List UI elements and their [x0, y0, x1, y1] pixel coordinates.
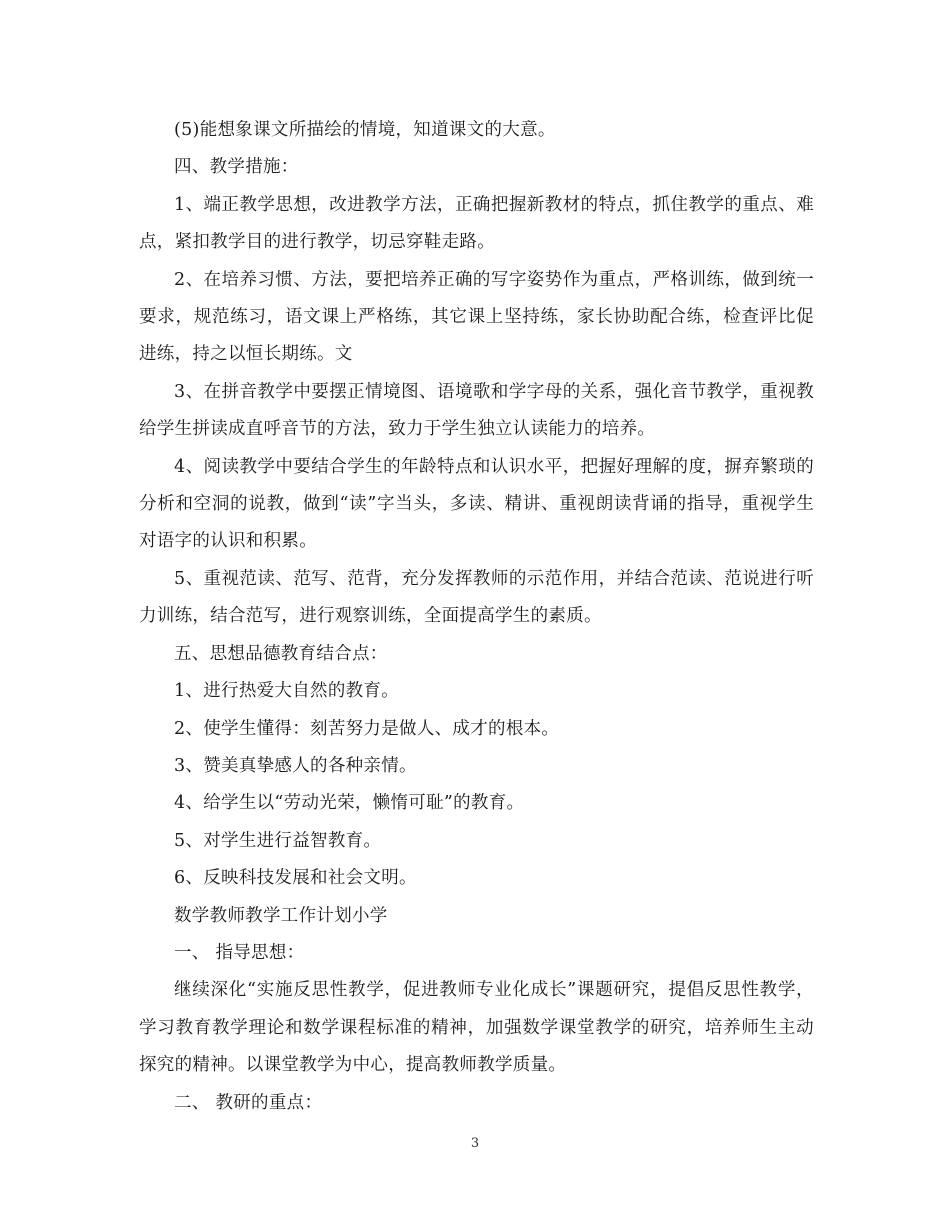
heading-guiding-ideology: 一、 指导思想：	[174, 942, 305, 963]
paragraph-guiding-ideology: 继续深化“实施反思性教学，促进教师专业化成长”课题研究，提倡反思性教学，学习教育教学理论和数学课程标准的精神，加强数学课堂教学的研究，培养师生主动探究的精神。以课堂教学为中心，提高教师教学质量。	[139, 980, 814, 1076]
paragraph-measure-4: 4、阅读教学中要结合学生的年龄特点和认识水平，把握好理解的度，摒弃繁琐的分析和空洞的说教，做到“读”字当头，多读、精讲、重视朗读背诵的指导，重视学生对语字的认识和积累。	[139, 456, 814, 552]
paragraph-moral-6: 6、反映科技发展和社会文明。	[174, 868, 417, 889]
heading-teaching-measures: 四、教学措施：	[174, 157, 299, 178]
paragraph-objective-5: (5)能想象课文所描绘的情境，知道课文的大意。	[174, 120, 556, 140]
document-body	[139, 112, 814, 1122]
paragraph-measure-2: 2、在培养习惯、方法，要把培养正确的写字姿势作为重点，严格训练，做到统一要求，规范练习，语文课上严格练，其它课上坚持练，家长协助配合练，检查评比促进练，持之以恒长期练。文	[139, 269, 814, 365]
paragraph-measure-1: 1、端正教学思想，改进教学方法，正确把握新教材的特点，抓住教学的重点、难点，紧扣教学目的进行教学，切忌穿鞋走路。	[139, 194, 814, 253]
paragraph-moral-1: 1、进行热爱大自然的教育。	[174, 681, 400, 702]
page-number: 3	[470, 1136, 480, 1151]
paragraph-moral-2: 2、使学生懂得：刻苦努力是做人、成才的根本。	[174, 718, 560, 739]
paragraph-moral-3: 3、赞美真挚感人的各种亲情。	[174, 755, 417, 776]
section-title-math-plan: 数学教师教学工作计划小学	[174, 905, 388, 926]
heading-moral-education: 五、思想品德教育结合点：	[174, 643, 388, 664]
paragraph-moral-4: 4、给学生以“劳动光荣，懒惰可耻”的教育。	[174, 793, 525, 814]
paragraph-measure-3: 3、在拼音教学中要摆正情境图、语境歌和学字母的关系，强化音节教学，重视教给学生拼读成直呼音节的方法，致力于学生独立认读能力的培养。	[139, 381, 814, 440]
paragraph-moral-5: 5、对学生进行益智教育。	[174, 830, 382, 851]
heading-research-focus: 二、 教研的重点：	[174, 1092, 323, 1113]
paragraph-measure-5: 5、重视范读、范写、范背，充分发挥教师的示范作用，并结合范读、范说进行听力训练，结合范写，进行观察训练，全面提高学生的素质。	[139, 568, 814, 627]
